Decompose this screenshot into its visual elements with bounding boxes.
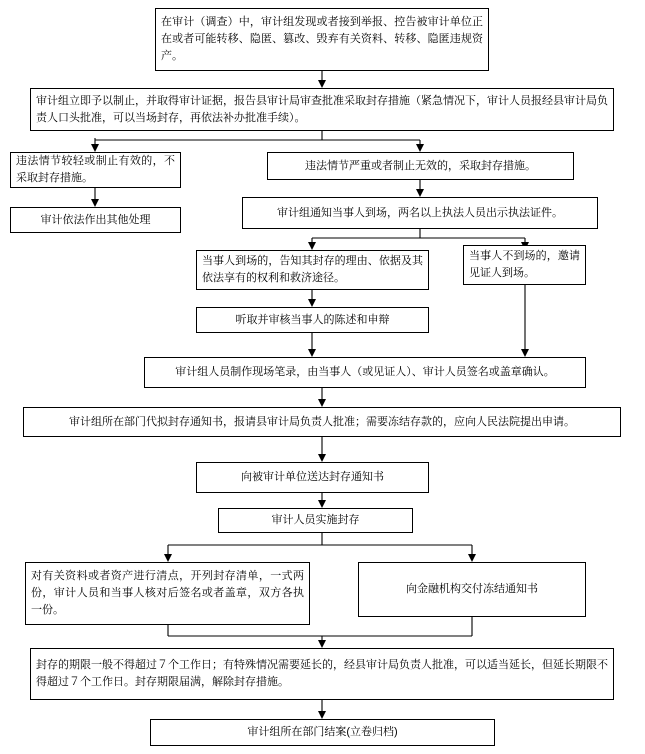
flow-node-n5: 审计依法作出其他处理 [10, 207, 181, 233]
flow-node-n1: 在审计（调查）中，审计组发现或者接到举报、控告被审计单位正在或者可能转移、隐匿、篡改、毁弃有关资料、转移、隐匿违规资产。 [155, 8, 489, 71]
flow-node-n8: 当事人不到场的，邀请见证人到场。 [463, 245, 586, 285]
flow-node-n7: 当事人到场的，告知其封存的理由、依据及其依法享有的权利和救济途径。 [196, 250, 429, 290]
flow-node-n16: 封存的期限一般不得超过７个工作日；有特殊情况需要延长的，经县审计局负责人批准，可以适当延长，但延长期限不得超过７个工作日。封存期限届满，解除封存措施。 [30, 648, 614, 700]
flow-node-n15: 向金融机构交付冻结通知书 [358, 562, 586, 617]
flow-node-n3: 违法情节较轻或制止有效的，不采取封存措施。 [10, 152, 181, 188]
flow-node-n9: 听取并审核当事人的陈述和申辩 [196, 307, 429, 333]
flow-node-n2: 审计组立即予以制止，并取得审计证据，报告县审计局审查批准采取封存措施（紧急情况下，审计人员报经县审计局负责人口头批准，可以当场封存，再依法补办批准手续）。 [30, 88, 614, 131]
flow-node-n6: 审计组通知当事人到场，两名以上执法人员出示执法证件。 [242, 197, 598, 229]
flow-node-n12: 向被审计单位送达封存通知书 [196, 462, 429, 493]
flow-node-n14: 对有关资料或者资产进行清点，开列封存清单，一式两份，审计人员和当事人核对后签名或者盖章，双方各执一份。 [25, 562, 310, 625]
flow-node-n13: 审计人员实施封存 [218, 508, 413, 533]
flow-node-n11: 审计组所在部门代拟封存通知书，报请县审计局负责人批准；需要冻结存款的，应向人民法院提出申请。 [23, 407, 621, 437]
flow-node-n17: 审计组所在部门结案(立卷归档) [150, 719, 495, 746]
flow-node-n10: 审计组人员制作现场笔录，由当事人（或见证人）、审计人员签名或盖章确认。 [144, 357, 586, 388]
flow-node-n4: 违法情节严重或者制止无效的，采取封存措施。 [267, 152, 574, 180]
